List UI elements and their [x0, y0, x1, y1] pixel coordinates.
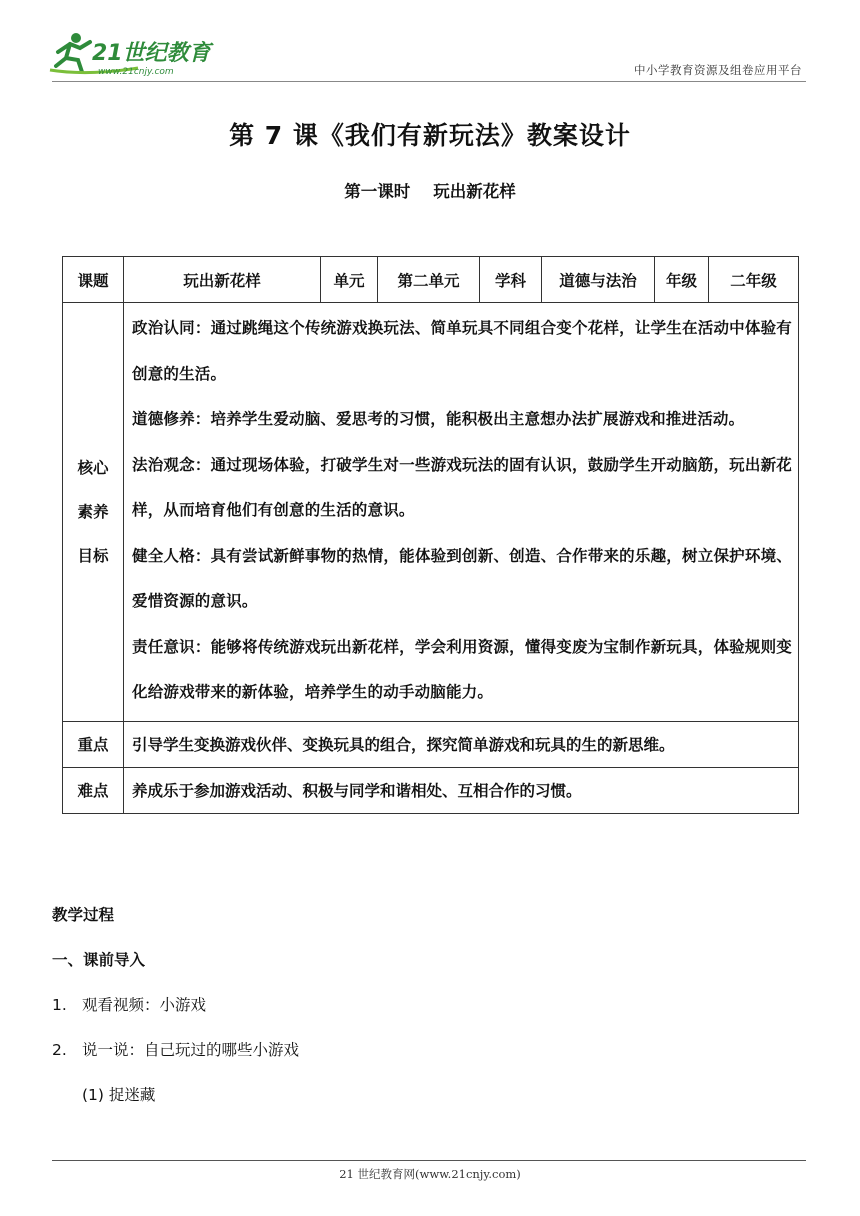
- subject-value: 道德与法治: [542, 257, 655, 303]
- platform-label: 中小学教育资源及组卷应用平台: [634, 63, 802, 77]
- key-point-text: 引导学生变换游戏伙伴、变换玩具的组合，探究简单游戏和玩具的生的新思维。: [124, 721, 799, 767]
- unit-value: 第二单元: [378, 257, 480, 303]
- runner-logo-icon: [48, 30, 258, 78]
- key-point-row: [63, 721, 799, 767]
- subject-label: 学科: [480, 257, 542, 303]
- sub-list-item: (1) 捉迷藏: [82, 1086, 156, 1104]
- footer-divider: [52, 1160, 806, 1161]
- section-heading-intro: 一、课前导入: [52, 951, 146, 969]
- core-goals-label: 核心 素养 目标: [63, 303, 124, 722]
- grade-value: 二年级: [709, 257, 799, 303]
- goal-law: 法治观念：通过现场体验，打破学生对一些游戏玩法的固有认识，鼓励学生开动脑筋，玩出新花样，从而培育他们有创意的生活的意识。: [132, 455, 792, 519]
- footer-link[interactable]: 21 世纪教育网(www.21cnjy.com): [339, 1167, 521, 1181]
- list-item: 2. 说一说：自己玩过的哪些小游戏: [52, 1041, 300, 1059]
- difficulty-label: 难点: [63, 767, 124, 813]
- list-item: 1. 观看视频：小游戏: [52, 996, 207, 1014]
- page-title: 第 7 课《我们有新玩法》教案设计: [229, 121, 631, 150]
- topic-label: 课题: [63, 257, 124, 303]
- grade-label: 年级: [655, 257, 709, 303]
- core-goals-row: [63, 303, 799, 722]
- lesson-plan-table: [62, 256, 799, 814]
- site-logo[interactable]: [48, 30, 258, 78]
- goal-moral: 道德修养：培养学生爱动脑、爱思考的习惯，能积极出主意想办法扩展游戏和推进活动。: [132, 410, 745, 428]
- goal-responsibility: 责任意识：能够将传统游戏玩出新花样，学会利用资源，懂得变废为宝制作新玩具，体验规则变化给游戏带来的新体验，培养学生的动手动脑能力。: [132, 637, 792, 701]
- process-heading: 教学过程: [52, 906, 115, 924]
- table-header-row: [63, 257, 799, 303]
- unit-label: 单元: [321, 257, 378, 303]
- topic-value: 玩出新花样: [124, 257, 321, 303]
- svg-text:www.21cnjy.com: www.21cnjy.com: [98, 67, 174, 77]
- difficulty-text: 养成乐于参加游戏活动、积极与同学和谐相处、互相合作的习惯。: [124, 767, 799, 813]
- core-goals-content: [124, 303, 799, 722]
- page-subtitle: 第一课时 玩出新花样: [344, 182, 516, 201]
- header-divider: [52, 81, 806, 82]
- svg-text:21世纪教育: 21世纪教育: [92, 41, 211, 66]
- key-point-label: 重点: [63, 721, 124, 767]
- goal-personality: 健全人格：具有尝试新鲜事物的热情，能体验到创新、创造、合作带来的乐趣，树立保护环境、爱惜资源的意识。: [132, 546, 792, 610]
- difficulty-row: [63, 767, 799, 813]
- goal-political: 政治认同：通过跳绳这个传统游戏换玩法、简单玩具不同组合变个花样，让学生在活动中体验有创意的生活。: [132, 319, 792, 383]
